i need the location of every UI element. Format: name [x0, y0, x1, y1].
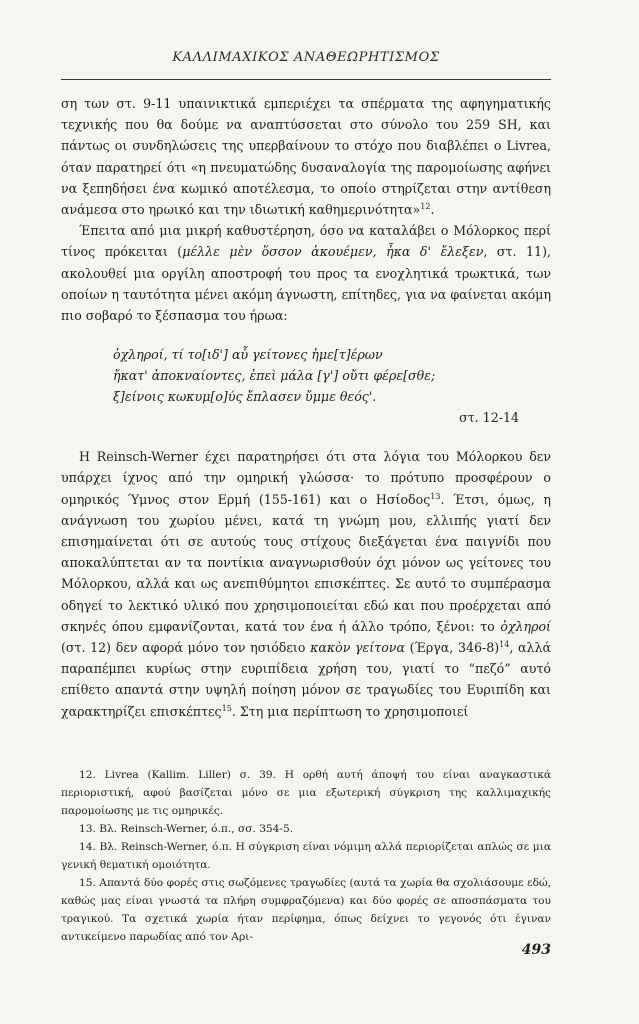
quote-line-2: ἤκατ' ἀποκναίοντες, ἐπεὶ μάλα [γ'] οὔτι φέρε[σθε; — [113, 368, 436, 384]
greek-word: ὀχληροί — [500, 618, 551, 634]
footnote-ref-15[interactable]: 15 — [221, 703, 232, 713]
footnote-14: 14. Βλ. Reinsch-Werner, ό.π. Η σύγκριση είναι νόμιμη αλλά περιορίζεται απλώς σε μια γενική θεματική ομοιότητα. — [61, 841, 551, 871]
footnotes — [61, 766, 551, 946]
block-quote — [113, 344, 551, 428]
footnote-12: 12. Livrea (Kallim. Liller) σ. 39. Η ορθή αυτή άποψή του είναι αναγκαστικά περιοριστική, αφού βασίζεται μόνο σε μια εξωτερική σύγκριση της καλλιμαχικής παρομοίωσης με τις ομηρικές. — [61, 769, 551, 817]
paragraph-3: Η Reinsch-Werner έχει παρατηρήσει ότι στα λόγια του Μόλορκου δεν υπάρχει ίχνος από την ομηρική γλώσσα· το πρότυπο προσφέρουν ο ομηρικός Ύμνος στον Ερμή (155-161) και ο Ησίοδος$^{13}$. Έτσι, όμως, η ανάγνωση του χωρίου μένει, κατά τη γνώμη μου, ελλιπής γιατί δεν επισημαίνεται ότι σε αυτούς τους στίχους διεξάγεται ένα παιγνίδι που αποκαλύπτεται αν τα ποντίκια αναγνωρισθούν όχι μόνον ως γείτονες του Μόλορκου, αλλά και ως ανεπιθύμητοι επισκέπτες. Σε αυτό το συμπέρασμα οδηγεί το λεκτικό υλικό που χρησιμοποιείται εδώ και που προέρχεται από σκηνές όπου εμφανίζονται, κατά τον ένα ή άλλο τρόπο, ξένοι: το ὀχληροί (στ. 12) δεν αφορά μόνο τον ησιόδειο κακὸν γείτονα (Έργα, 346-8)$^{14}$, αλλά παραπέμπει κυρίως στην ευριπίδεια χρήση του, γιατί το “πεζό” αυτό επίθετο απαντά στην υψηλή ποίηση μόνον σε τραγωδίες του Ευριπίδη και χαρακτηρίζει επισκέπτες$^{15}$. Στη μια περίπτωση το χρησιμοποιεί — [61, 449, 551, 719]
greek-phrase: κακὸν γείτονα — [310, 640, 405, 656]
running-head: ΚΑΛΛΙΜΑΧΙΚΟΣ ΑΝΑΘΕΩΡΗΤΙΣΜΟΣ — [172, 50, 440, 65]
footnote-ref-13[interactable]: 13 — [430, 491, 441, 501]
greek-phrase: μέλλε μὲν ὅσσον ἀκουέμεν, ἦκα δ' ἔλεξεν — [182, 244, 484, 260]
paragraph-1: ση των στ. 9-11 υπαινικτικά εμπεριέχει τα σπέρματα της αφηγηματικής τεχνικής που θα δούμε να αναπτύσσεται στο σύνολο του 259 SH, και πάντως οι συνδηλώσεις της υπερβαίνουν το στόχο που διαβλέπει ο Livrea, όταν παρατηρεί ότι «η πνευματώδης δυσαναλογία της παρομοίωσης αφήνει να ξεπηδήσει ένα κωμικό αποτέλεσμα, το οποίο στηρίζεται στην αντίθεση ανάμεσα στο ηρωικό και την ιδιωτική καθημερινότητα»$^{12}$. — [61, 96, 551, 218]
paragraph-2: Έπειτα από μια μικρή καθυστέρηση, όσο να καταλάβει ο Μόλορκος περί τίνος πρόκειται (μέλλε μὲν ὅσσον ἀκουέμεν, ἦκα δ' ἔλεξεν, στ. 11), ακολουθεί μια οργίλη αποστροφή του προς τα ενοχλητικά τρωκτικά, των οποίων η ταυτότητα μένει ακόμη άγνωστη, επίτηδες, για να φαίνεται ακόμη πιο σοβαρό το ξέσπασμα του ήρωα: — [61, 223, 551, 324]
footnote-15: 15. Απαντά δύο φορές στις σωζόμενες τραγωδίες (αυτά τα χωρία θα σχολιάσουμε εδώ, καθώς μας είναι γνωστά τα πλήρη συμφραζόμενα) και δύο φορές σε αποσπάσματα του τραγικού. Τα σχετικά χωρία ήταν περίφημα, όπως δείχνει το γεγονός ότι έγιναν αντικείμενο παρωδίας από τον Αρι- — [61, 877, 551, 943]
footnote-ref-12[interactable]: 12 — [420, 201, 431, 211]
header-rule — [61, 79, 551, 80]
quote-line-3: ξ]είνοις κωκυμ[ο]ύς ἔπλασεν ὔμμε θεός'. — [113, 389, 377, 405]
footnote-13: 13. Βλ. Reinsch-Werner, ό.π., σσ. 354-5. — [79, 823, 294, 835]
quote-line-1: ὀχληροί, τί το[ιδ'] αὖ γείτονες ἡμε[τ]έρων — [113, 347, 383, 363]
main-text — [61, 93, 551, 722]
page-number: 493 — [521, 942, 551, 958]
footnote-ref-14[interactable]: 14 — [499, 639, 510, 649]
quote-reference: στ. 12-14 — [459, 410, 519, 426]
